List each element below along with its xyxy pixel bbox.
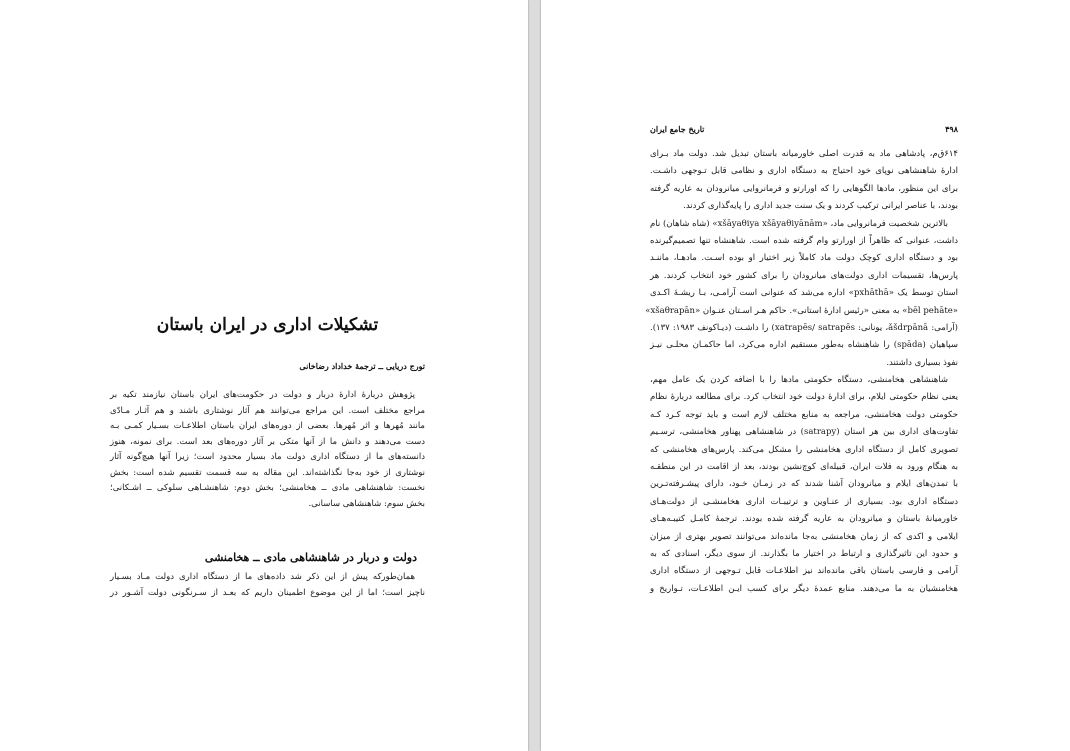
section-line: ناچیز است؛ اما از این موضوع اطمینان داریم که بعـد از سـرنگونی دولت آشـور در (110, 587, 425, 598)
right-page (541, 0, 1070, 751)
body-line: ادارهٔ شاهنشاهی نوپای خود احتیاج به دستگاه اداری و نظامی قابل تـوجهی داشـت. (650, 166, 958, 177)
intro-line: نخست: شاهنشاهی مادی ــ هخامنشی؛ بخش دوم: شاهنشـاهی سلوکی ــ اشـکانی؛ (110, 483, 425, 493)
body-line: هخامنشیان به ما می‌دهند. منابع عمدهٔ دیگر برای کسب ایـن اطلاعـات، تـواریخ و (650, 583, 958, 594)
left-page (0, 0, 528, 751)
book-title: تاریخ جامع ایران (650, 124, 705, 134)
page-number: ۴۹۸ (945, 124, 958, 134)
body-line: استان توسط یک «pxhāthā» اداره می‌شد که عنوانی است آرامـی، بـا ریشـهٔ اکـدی (650, 288, 958, 299)
body-line: داشت، عنوانی که ظاهراً از اورارتو وام گرفته شده است. شاهنشاه تنها تصمیم‌گیرنده (650, 235, 958, 246)
article-title: تشکیلات اداری در ایران باستان (156, 315, 379, 335)
intro-line: بخش سوم: شاهنشاهی ساسانی. (308, 498, 425, 509)
body-line: برای این منظور، مادها الگوهایی را که اورارتو و فرمانروایی میانرودان به عاریه گرفته (650, 183, 958, 194)
body-line: ایلامی و اکدی که از زمان هخامنشی به‌جا مانده‌اند می‌توانند تصویر بهتری از میزان (650, 531, 958, 542)
body-line: خاورمیانهٔ باستان و میانرودان به عاریه گرفته شده بودند. ترجمهٔ کامـل کتیبـه‌هـای (650, 514, 958, 525)
body-line: تفاوت‌های اداری بین هر استان (satrapy) در شاهنشاهی پهناور هخامنشی، ترسـیم (650, 427, 958, 438)
body-line: شاهنشاهی هخامنشی، دستگاه حکومتی مادها را با اضافه کردن یک عامل مهم، (650, 375, 948, 386)
body-line: حکومتی دولت هخامنشی، مراجعه به منابع مختلف لازم است و باید توجه کـرد کـه (650, 409, 958, 420)
body-line: بودند، با عناصر ایرانی ترکیب کردند و یک سنت جدید اداری را پایه‌گذاری کردند. (683, 201, 958, 212)
body-line: سپاهیان (spāda) را شاهنشاه به‌طور مستقیم اداره می‌کرد، اما حاکمـان محلـی نیـز (650, 340, 958, 351)
section-heading: دولت و دربار در شاهنشاهی مادی ــ هخامنشی (204, 551, 417, 564)
intro-line: دانسته‌های ما از دستگاه اداری دولت ماد بسیار محدود است؛ زیرا آنها هیچ‌گونه آثار (110, 452, 425, 462)
body-line: (آرامی: ǎšdrpānā، یونانی: xatrapēs/ satrapēs) را داشـت (دیـاکونف ۱۹۸۳: ۱۳۷). (650, 322, 958, 333)
body-line: ۶۱۴ق‌م، پادشاهی ماد به قدرت اصلی خاورمیانه باستان تبدیل شد. دولت ماد بـرای (650, 149, 958, 159)
intro-line: نوشتاری از خود به‌جا نگذاشته‌اند. این مقاله به سه قسمت تقسیم شده است: بخش (110, 467, 425, 478)
intro-paragraph (110, 388, 425, 512)
section-paragraph (110, 570, 425, 601)
body-line: با تمدن‌های ایلام و میانرودان آشنا شدند که در زمـان خـود، دارای پیشـرفته‌تـرین (650, 479, 958, 490)
intro-line: پژوهش دربارهٔ ادارهٔ دربار و دولت در حکومت‌های ایران باستان نیازمند تکیه بر (110, 390, 415, 400)
body-line: دستگاه اداری بود. بسیاری از عنـاوین و ترتیبـات اداری هخامنشـی از دولت‌هـای (650, 496, 958, 507)
body-line: بالاترین شخصیت فرمانروایی ماد، «xšāyaθiya xšāyaθiyānām» (شاه شاهان) نام (650, 218, 948, 229)
section-line: همان‌طورکه پیش از این ذکر شد داده‌های ما از دستگاه اداری دولت مـاد بسـیار (110, 572, 415, 582)
article-author: تورج دریایی ــ ترجمهٔ خداداد رضاخانی (299, 361, 425, 371)
body-line: نفوذ بسیاری داشتند. (886, 357, 958, 368)
body-line: یعنی نظام حکومتی ایلام، برای ادارهٔ دولت خود انتخاب کرد. برای مطالعه دربارهٔ نظام (650, 392, 958, 403)
body-line: تصویری کامل از دستگاه اداری هخامنشی را مشکل می‌کند. پارس‌های هخامنشی که (650, 444, 958, 455)
intro-line: دست می‌دهند و دانش ما از آنها متکی بر آثار دوره‌های بعد است. برای نمونه، هنوز (110, 436, 425, 447)
body-line: بود و دستگاه اداری کوچک دولت ماد کاملاً زیر اختیار او بوده اسـت. مادهـا، ماننـد (650, 253, 958, 264)
intro-line: مانند مُهرها و اثر مُهرها. بعضی از دوره‌های ایران باستان اطلاعـات بسـیار کمـی بـه (110, 421, 425, 431)
body-line: به هنگام ورود به فلات ایران، قبیله‌ای کوچ‌نشین بودند، بعد از اقامت در این منطقـه (650, 462, 958, 473)
intro-line: مراجع مختلف است. این مراجع می‌توانند هم آثار نوشتاری باشند و هم آثـار مـادّی (110, 405, 425, 416)
body-line: آرامی و فارسی باستان باقی مانده‌اند نیز اطلاعـات قابل تـوجهی از دستگاه اداری (650, 566, 958, 577)
body-line: پارس‌ها، تقسیمات اداری دولت‌های میانرودان را برای کشور خود انتخاب کردند. هر (650, 270, 958, 281)
body-line: و حدود این تاثیرگذاری و ارتباط در اختیار ما بگذارند. از سوی دیگر، اسنادی که به (650, 548, 958, 559)
running-header (650, 124, 958, 138)
body-line: «bēl pehāte» به معنی «رئیس ادارهٔ استانی». حاکم هـر اسـتان عنـوان «xšaθrapān» (645, 305, 958, 316)
body-text (645, 146, 958, 598)
